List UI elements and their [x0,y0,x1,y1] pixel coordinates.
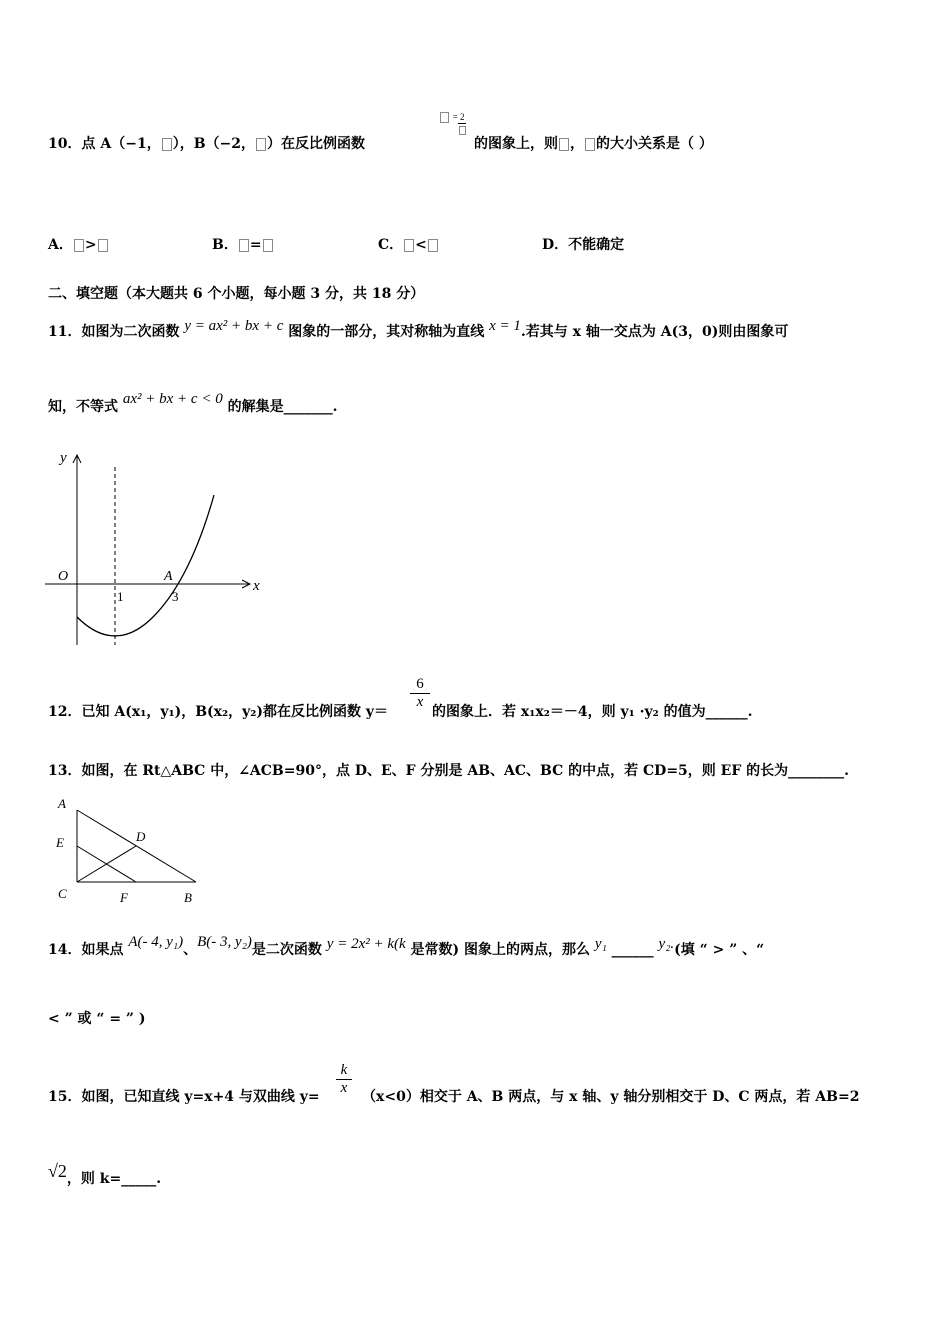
section-heading: 二、填空题（本大题共 6 个小题，每小题 3 分，共 18 分） [48,286,425,302]
vertex-c-label: C [58,886,67,901]
q11-stem-2: 知，不等式 ax² + bx + c < 0 的解集是_______. [48,391,338,415]
q12-fraction: 6 x [410,676,430,711]
q12-stem-b: 的图象上．若 x₁x₂＝－4，则 y₁ ·y₂ 的值为______. [432,704,753,720]
q15-stem-b: （x<0）相交于 A、B 两点，与 x 轴、y 轴分别相交于 D、C 两点，若 AB=2 [362,1089,860,1105]
x-axis-label: x [253,578,260,594]
tick-3-label: 3 [172,589,179,604]
y1-placeholder-icon [74,239,84,252]
point-e-label: E [56,835,64,850]
y2-placeholder-icon [585,138,595,151]
triangle-figure [50,794,220,906]
q12-stem-a: 12．已知 A(x₁，y₁)，B(x₂，y₂)都在反比例函数 y＝ [48,704,389,720]
vertex-a-label: A [58,796,66,811]
y2-placeholder-icon [256,138,266,151]
q10-inverse-function: = 2 [432,112,472,135]
q14-stem: 14．如果点 A(- 4, y₁)、B(- 3, y₂)是二次函数 y = 2x² + k(k 是常数) 图象上的两点，那么 y₁ ______ y₂.(填 “ > ” 、“ [48,934,765,958]
y-axis-label: y [60,450,67,466]
q10-option-a: A． > [48,236,109,254]
q14-stem-2: < ” 或 “ = ” ) [48,1011,146,1027]
y-placeholder-icon [440,112,449,123]
y2-placeholder-icon [428,239,438,252]
point-f-label: F [120,890,128,905]
q10-stem: 10．点 A（−1， ），B（−2， ）在反比例函数 [48,136,366,152]
parabola-curve [77,495,214,636]
x-placeholder-icon [459,126,466,135]
q10-option-b: B． = [212,236,274,254]
q15-stem-a: 15．如图，已知直线 y=x+4 与双曲线 y= [48,1089,320,1105]
q10-option-d: D．不能确定 [542,237,625,253]
point-a-label: A [164,569,173,584]
q15-fraction: k x [336,1062,352,1097]
y2-placeholder-icon [263,239,273,252]
y1-placeholder-icon [162,138,172,151]
q13-stem: 13．如图，在 Rt△ABC 中，∠ACB=90°，点 D、E、F 分别是 AB、AC、BC 的中点，若 CD=5，则 EF 的长为________. [48,763,850,779]
q10-option-c: C． < [378,236,439,254]
origin-label: O [58,569,69,584]
parabola-graph [40,445,280,655]
q10-stem-end: 的图象上，则 ， 的大小关系是（ ） [474,136,713,152]
q15-stem-c: √2，则 k=_____. [48,1161,162,1187]
y1-placeholder-icon [404,239,414,252]
tick-1-label: 1 [117,589,124,604]
point-d-label: D [136,829,146,844]
y1-placeholder-icon [239,239,249,252]
y1-placeholder-icon [559,138,569,151]
q11-stem: 11．如图为二次函数 y = ax² + bx + c 图象的一部分，其对称轴为直线 x = 1.若其与 x 轴一交点为 A(3，0)则由图象可 [48,318,789,340]
vertex-b-label: B [184,890,192,905]
y2-placeholder-icon [98,239,108,252]
